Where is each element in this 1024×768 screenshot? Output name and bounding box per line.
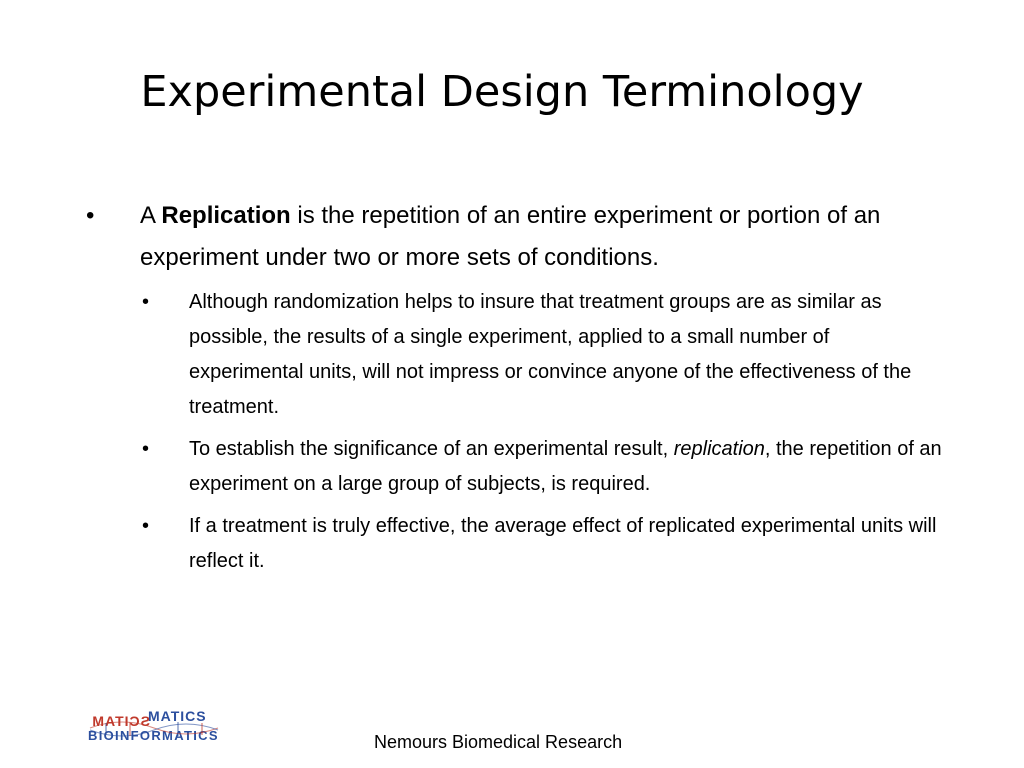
sub-bullet-3: [86, 509, 946, 579]
bioinformatics-logo: [86, 704, 222, 746]
sub-bullet-2-after: , the repetition of an experiment on a large group of subjects, is required.: [189, 438, 942, 495]
main-bullet-term: Replication: [161, 202, 291, 229]
sub-bullet-2-italic: replication: [673, 438, 765, 460]
sub-bullet-2-before: To establish the significance of an experimental result,: [189, 438, 674, 460]
bullet-marker: •: [142, 291, 150, 313]
sub-bullet-3-text: If a treatment is truly effective, the average effect of replicated experimental units will reflect it.: [189, 515, 937, 572]
logo-text-top: MATICS: [148, 708, 207, 724]
sub-bullet-1-text: Although randomization helps to insure that treatment groups are as similar as possible, the results of a single experiment, applied to a small number of experimental units, will not impress or convince anyone of the effectiveness of the treatment.: [189, 291, 912, 418]
logo-text-bottom: BIOINFORMATICS: [88, 728, 218, 743]
bullet-marker: •: [142, 438, 150, 460]
sub-bullet-list: [86, 285, 946, 579]
bullet-marker: •: [86, 202, 95, 229]
main-bullet: [86, 195, 946, 279]
main-bullet-text: is the repetition of an entire experiment or portion of an experiment under two or more sets of conditions.: [140, 202, 881, 271]
footer-text: Nemours Biomedical Research: [374, 732, 623, 752]
slide-content: [86, 195, 946, 586]
sub-bullet-2: [86, 432, 946, 502]
sub-bullet-1: [86, 285, 946, 425]
svg-text:SCITAM: SCITAM: [91, 713, 150, 729]
bullet-marker: •: [142, 515, 150, 537]
slide-title: Experimental Design Terminology: [140, 67, 864, 117]
main-bullet-prefix: A: [140, 202, 162, 229]
